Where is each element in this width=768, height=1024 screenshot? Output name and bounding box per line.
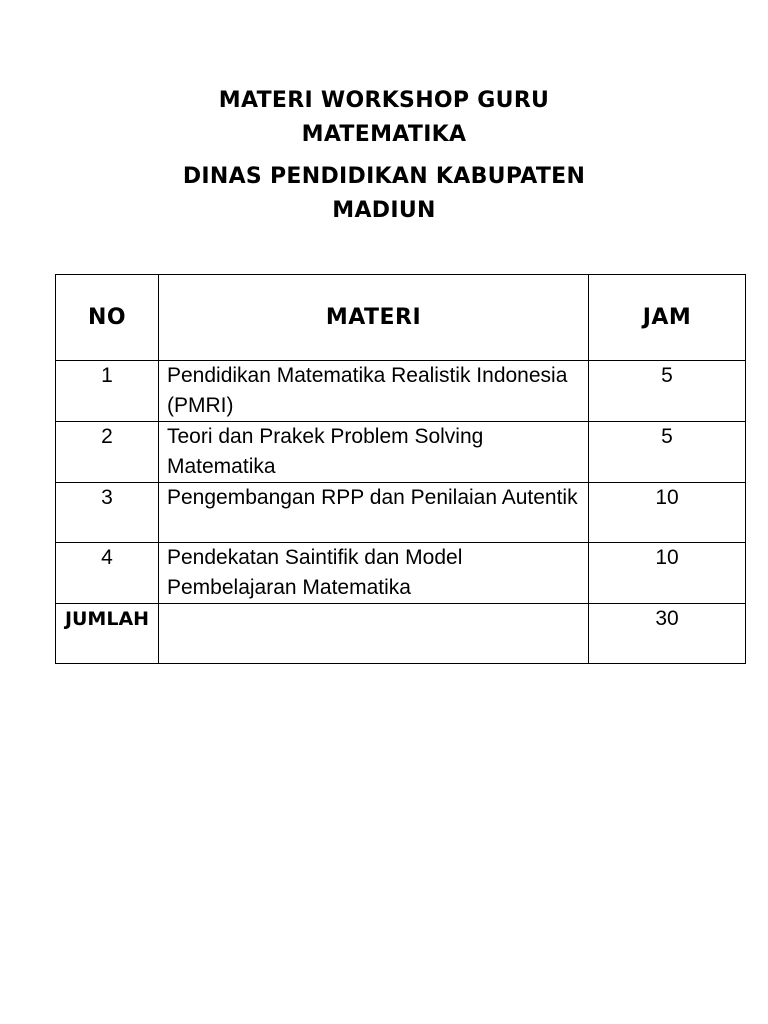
table-row: [56, 483, 746, 543]
row-jam: 5: [589, 422, 746, 483]
row-materi: Teori dan Prakek Problem Solving Matematika: [159, 422, 589, 483]
table-row: [56, 361, 746, 422]
subtitle-line-2: MADIUN: [332, 198, 436, 223]
document-title: [0, 84, 768, 152]
table-header-row: [56, 275, 746, 361]
row-no: 1: [56, 361, 159, 422]
row-no: 4: [56, 543, 159, 604]
table-row: [56, 422, 746, 483]
row-materi: Pendekatan Saintifik dan Model Pembelajaran Matematika: [159, 543, 589, 604]
row-materi: Pendidikan Matematika Realistik Indonesia (PMRI): [159, 361, 589, 422]
total-materi: [159, 604, 589, 664]
document-subtitle: [0, 160, 768, 228]
total-label: JUMLAH: [56, 604, 159, 664]
header-no: NO: [56, 275, 159, 361]
row-no: 2: [56, 422, 159, 483]
header-jam: JAM: [589, 275, 746, 361]
table-total-row: [56, 604, 746, 664]
title-line-1: MATERI WORKSHOP GURU: [218, 88, 550, 113]
header-materi: MATERI: [159, 275, 589, 361]
row-no: 3: [56, 483, 159, 543]
row-jam: 5: [589, 361, 746, 422]
materi-table: [55, 274, 746, 664]
table-row: [56, 543, 746, 604]
subtitle-line-1: DINAS PENDIDIKAN KABUPATEN: [182, 164, 586, 189]
title-line-2: MATEMATIKA: [301, 122, 467, 147]
row-jam: 10: [589, 483, 746, 543]
row-jam: 10: [589, 543, 746, 604]
row-materi: Pengembangan RPP dan Penilaian Autentik: [159, 483, 589, 543]
total-jam: 30: [589, 604, 746, 664]
